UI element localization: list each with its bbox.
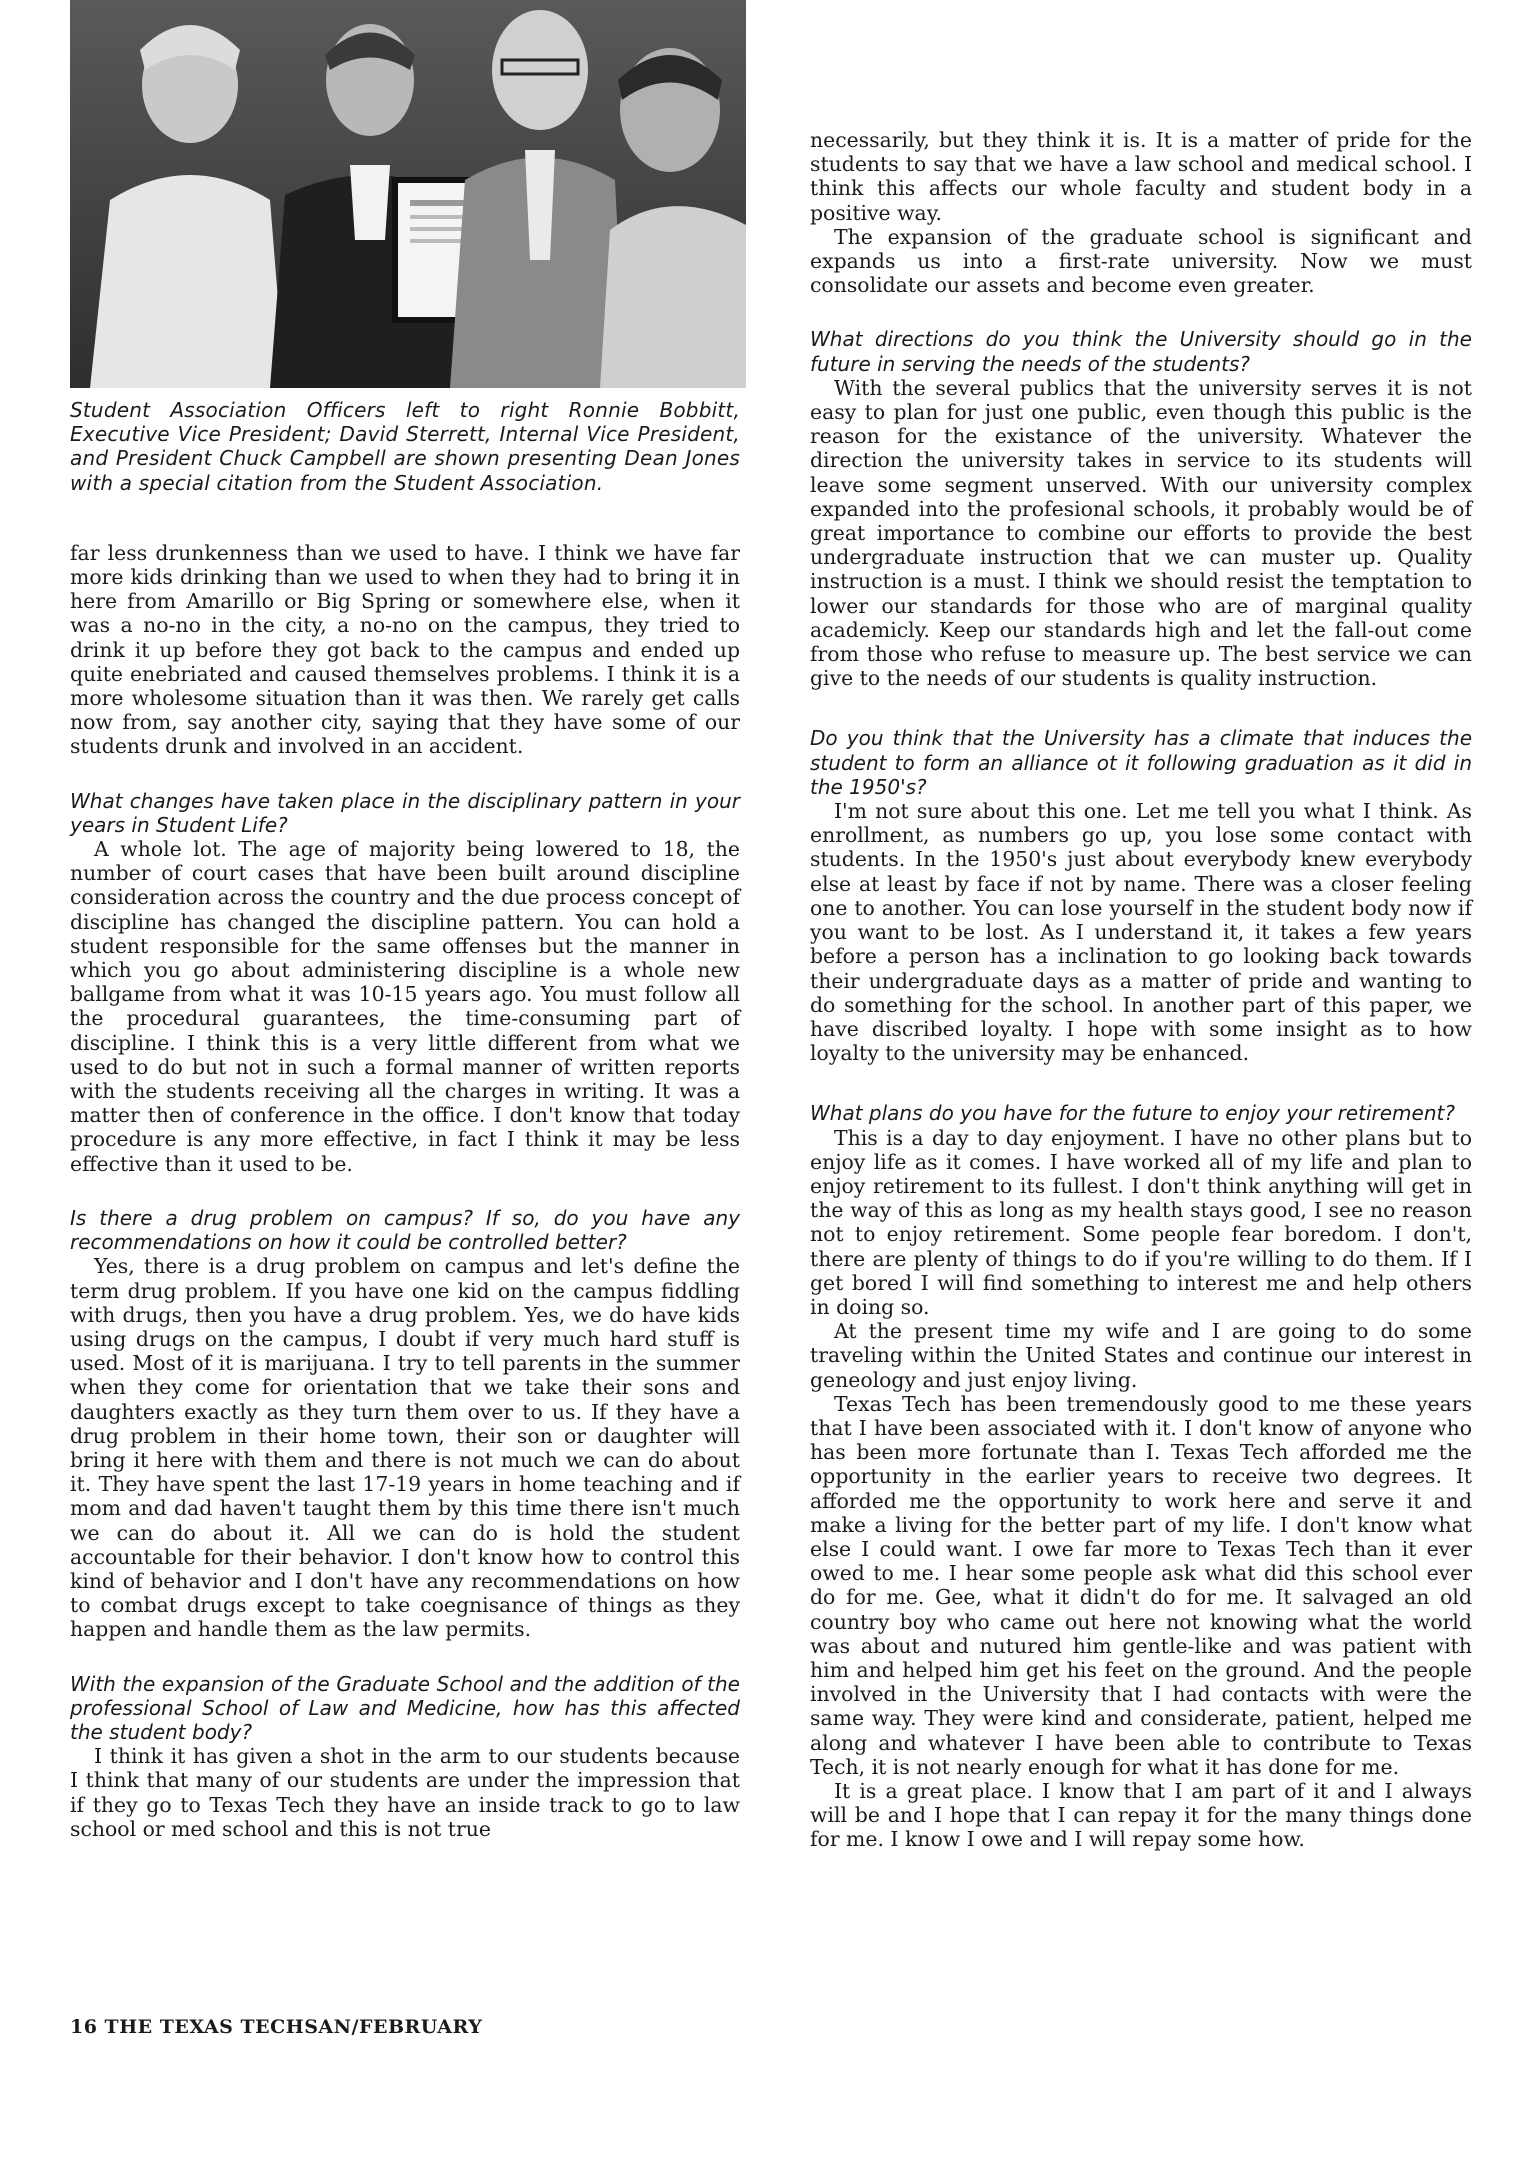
interview-question: Do you think that the University has a climate that induces the student to form an alliance ot it following graduation as it did in the 1950's? [810,726,1472,799]
interview-answer: I think it has given a shot in the arm to our students because I think that many of our students are under the impression that if they go to Texas Tech they have an inside track to go to law school or med school and this is not true [70,1744,740,1841]
photo-caption: Student Association Officers left to right Ronnie Bobbitt, Executive Vice President; David Sterrett, Internal Vice President, and President Chuck Campbell are shown presenting Dean Jones with a special citation from the Student Association. [70,398,740,495]
interview-answer: A whole lot. The age of majority being lowered to 18, the number of court cases that have been built around discipline consideration across the country and the due process concept of discipline has changed the discipline pattern. You can hold a student responsible for the same offenses but the manner in which you go about administering discipline is a whole new ballgame from what it was 10-15 years ago. You must follow all the procedural guarantees, the time-consuming part of discipline. I think this is a very little different from what we used to do but not in such a formal manner of written reports with the students receiving all the charges in writing. It was a matter then of conference in the office. I don't know that today procedure is any more effective, in fact I think it may be less effective than it used to be. [70,837,740,1176]
page-footer: 16 THE TEXAS TECHSAN/FEBRUARY [70,2016,483,2038]
spacer [810,297,1472,327]
interview-question: Is there a drug problem on campus? If so, do you have any recommendations on how it could be controlled better? [70,1205,740,1255]
spacer [810,690,1472,726]
spacer [70,759,740,789]
right-column [810,128,1472,1852]
interview-answer: This is a day to day enjoyment. I have no other plans but to enjoy life as it comes. I have worked all of my life and plan to enjoy retirement to its fullest. I don't think anything will get in the way of this as long as my health stays good, I see no reason not to enjoy retirement. Some people fear boredom. I don't, there are plenty of things to do if you're willing to do them. If I get bored I will find something to interest me and help others in doing so. [810,1125,1472,1319]
spacer [70,1176,740,1206]
group-photo [70,0,746,388]
interview-question: What changes have taken place in the disciplinary pattern in your years in Student Life? [70,788,740,837]
interview-question: With the expansion of the Graduate School and the addition of the professional School of Law and Medicine, how has this affected the student body? [70,1671,740,1744]
spacer [810,1065,1472,1101]
body-paragraph: necessarily, but they think it is. It is a matter of pride for the students to say that we have a law school and medical school. I think this affects our whole faculty and student body in a positive way. [810,128,1472,225]
interview-answer: Yes, there is a drug problem on campus and let's define the term drug problem. If you have one kid on the campus fiddling with drugs, then you have a drug problem. Yes, we do have kids using drugs on the campus, I doubt if very much hard stuff is used. Most of it is marijuana. I try to tell parents in the summer when they come for orientation that we take their sons and daughters exactly as they turn them over to us. If they have a drug problem in their home town, their son or daughter will bring it here with them and there is not much we can do about it. They have spent the last 17-19 years in home teaching and if mom and dad haven't taught them by this time there isn't much we can do about it. All we can do is hold the student accountable for their behavior. I don't know how to control this kind of behavior and I don't have any recommendations on how to combat drugs except to take coegnisance of things as they happen and handle them as the law permits. [70,1254,740,1642]
interview-answer: I'm not sure about this one. Let me tell you what I think. As enrollment, as numbers go up, you lose some contact with students. In the 1950's just about everybody knew everybody else at least by face if not by name. There was a closer feeling one to another. You can lose yourself in the student body now if you want to be lost. As I understand it, it takes a few years before a person has a inclination to go looking back towards their undergraduate days as a matter of pride and wanting to do something for the school. In another part of this paper, we have discribed loyalty. I hope with some insight as to how loyalty to the university may be enhanced. [810,799,1472,1066]
body-paragraph: The expansion of the graduate school is significant and expands us into a first-rate university. Now we must consolidate our assets and become even greater. [810,224,1472,298]
body-paragraph: far less drunkenness than we used to have. I think we have far more kids drinking than we used to when they had to bring it in here from Amarillo or Big Spring or somewhere else, when it was a no-no in the city, a no-no on the campus, they tried to drink it up before they got back to the campus and ended up quite enebriated and caused themselves problems. I think it is a more wholesome situation than it was then. We rarely get calls now from, say another city, saying that they have some of our students drunk and involved in an accident. [70,540,740,759]
interview-question: What directions do you think the University should go in the future in serving the needs of the students? [810,327,1472,376]
interview-answer: Texas Tech has been tremendously good to me these years that I have been associated with it. I don't know of anyone who has been more fortunate than I. Texas Tech afforded me the opportunity in the earlier years to receive two degrees. It afforded me the opportunity to work here and serve it and make a living for the better part of my life. I don't know what else I could want. I owe far more to Texas Tech than it ever owed to me. I hear some people ask what did this school ever do for me. Gee, what it didn't do for me. It salvaged an old country boy who came out here not knowing what the world was about and nutured him gentle-like and was patient with him and helped him get his feet on the ground. And the people involved in the University that I had contacts with were the same way. They were kind and considerate, patient, helped me along and whatever I have been able to contribute to Texas Tech, it is not nearly enough for what it has done for me. [810,1391,1472,1779]
interview-answer: At the present time my wife and I are going to do some traveling within the United States and continue our interest in geneology and just enjoy living. [810,1319,1472,1392]
spacer [70,1642,740,1672]
interview-answer: With the several publics that the university serves it is not easy to plan for just one public, even though this public is the reason for the existance of the university. Whatever the direction the university takes in service to its students will leave some segment unserved. With our university complex expanded into the profesional schools, it probably would be of great importance to combine our efforts to provide the best undergraduate instruction that we can muster up. Quality instruction is a must. I think we should resist the temptation to lower our standards for those who are of marginal quality academicly. Keep our standards high and let the fall-out come from those who refuse to measure up. The best service we can give to the needs of our students is quality instruction. [810,375,1472,691]
interview-answer: It is a great place. I know that I am part of it and I always will be and I hope that I can repay it for the many things done for me. I know I owe and I will repay some how. [810,1779,1472,1852]
photo-illustration [70,0,746,388]
left-column [70,0,740,1841]
interview-question: What plans do you have for the future to enjoy your retirement? [810,1101,1455,1126]
spacer [70,495,740,541]
